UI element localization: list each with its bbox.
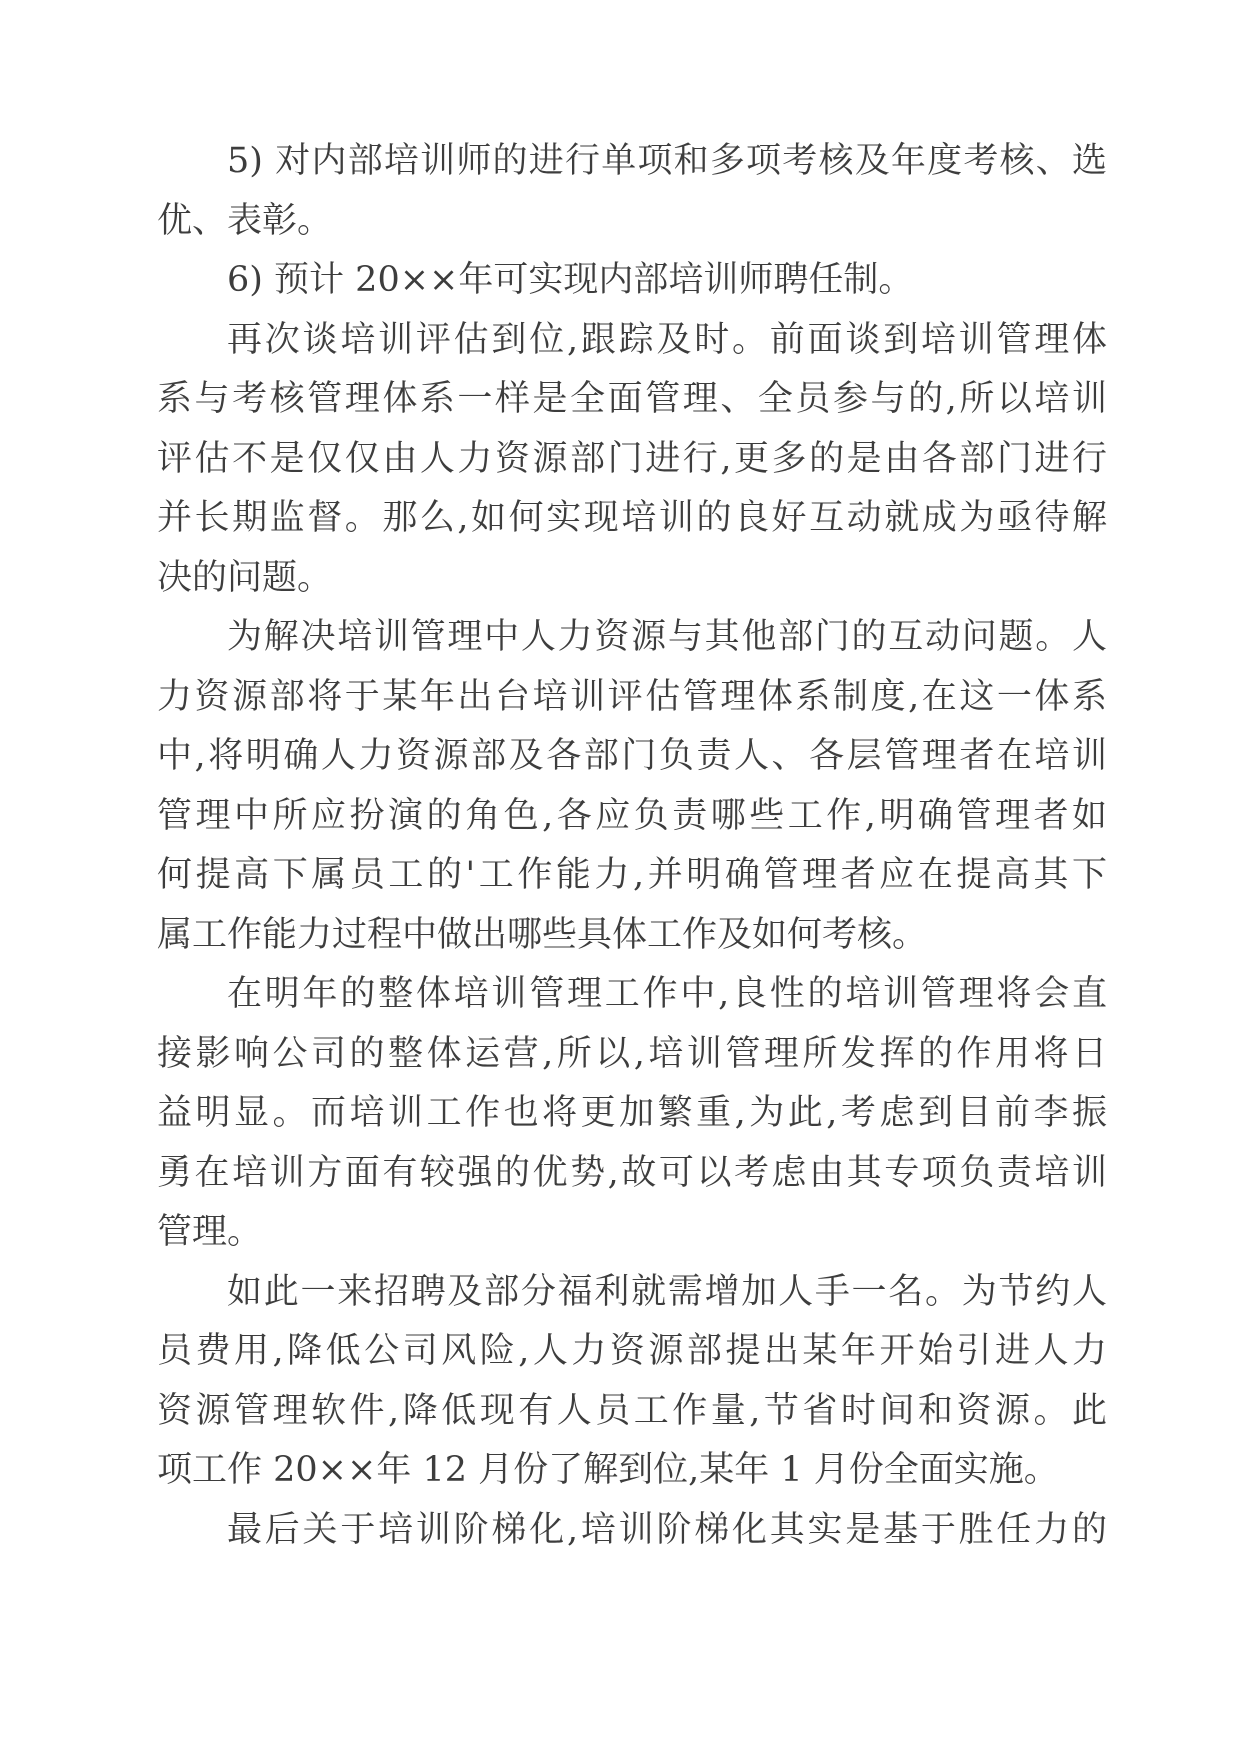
text-line: 资源管理软件,降低现有人员工作量,节省时间和资源。此 xyxy=(157,1390,1107,1431)
text-line: 益明显。而培训工作也将更加繁重,为此,考虑到目前李振 xyxy=(157,1093,1107,1133)
text-line: 6) 预计 20××年可实现内部培训师聘任制。 xyxy=(227,260,914,300)
text-line: 系与考核管理体系一样是全面管理、全员参与的,所以培训 xyxy=(157,379,1107,419)
text-line: 项工作 20××年 12 月份了解到位,某年 1 月份全面实施。 xyxy=(157,1450,1059,1490)
text-line: 接影响公司的整体运营,所以,培训管理所发挥的作用将日 xyxy=(157,1033,1107,1074)
text-line: 决的问题。 xyxy=(157,557,333,598)
text-line: 力资源部将于某年出台培训评估管理体系制度,在这一体系 xyxy=(157,676,1107,717)
text-line: 如此一来招聘及部分福利就需增加人手一名。为节约人 xyxy=(227,1271,1107,1312)
text-line: 最后关于培训阶梯化,培训阶梯化其实是基于胜任力的 xyxy=(227,1509,1107,1550)
text-line: 管理中所应扮演的角色,各应负责哪些工作,明确管理者如 xyxy=(157,795,1107,836)
text-line: 属工作能力过程中做出哪些具体工作及如何考核。 xyxy=(157,914,928,955)
document-body xyxy=(157,132,1107,1560)
text-line: 中,将明确人力资源部及各部门负责人、各层管理者在培训 xyxy=(157,736,1107,776)
text-line: 再次谈培训评估到位,跟踪及时。前面谈到培训管理体 xyxy=(227,319,1107,360)
text-line: 员费用,降低公司风险,人力资源部提出某年开始引进人力 xyxy=(157,1331,1107,1371)
text-line: 并长期监督。那么,如何实现培训的良好互动就成为亟待解 xyxy=(157,498,1107,538)
text-line: 评估不是仅仅由人力资源部门进行,更多的是由各部门进行 xyxy=(157,438,1107,479)
text-line: 优、表彰。 xyxy=(157,200,333,241)
text-line: 在明年的整体培训管理工作中,良性的培训管理将会直 xyxy=(227,974,1107,1014)
text-line: 为解决培训管理中人力资源与其他部门的互动问题。人 xyxy=(227,617,1107,657)
text-line: 管理。 xyxy=(157,1212,263,1252)
text-line: 勇在培训方面有较强的优势,故可以考虑由其专项负责培训 xyxy=(157,1152,1107,1193)
text-line: 5) 对内部培训师的进行单项和多项考核及年度考核、选 xyxy=(227,141,1107,181)
text-line: 何提高下属员工的'工作能力,并明确管理者应在提高其下 xyxy=(157,855,1107,895)
